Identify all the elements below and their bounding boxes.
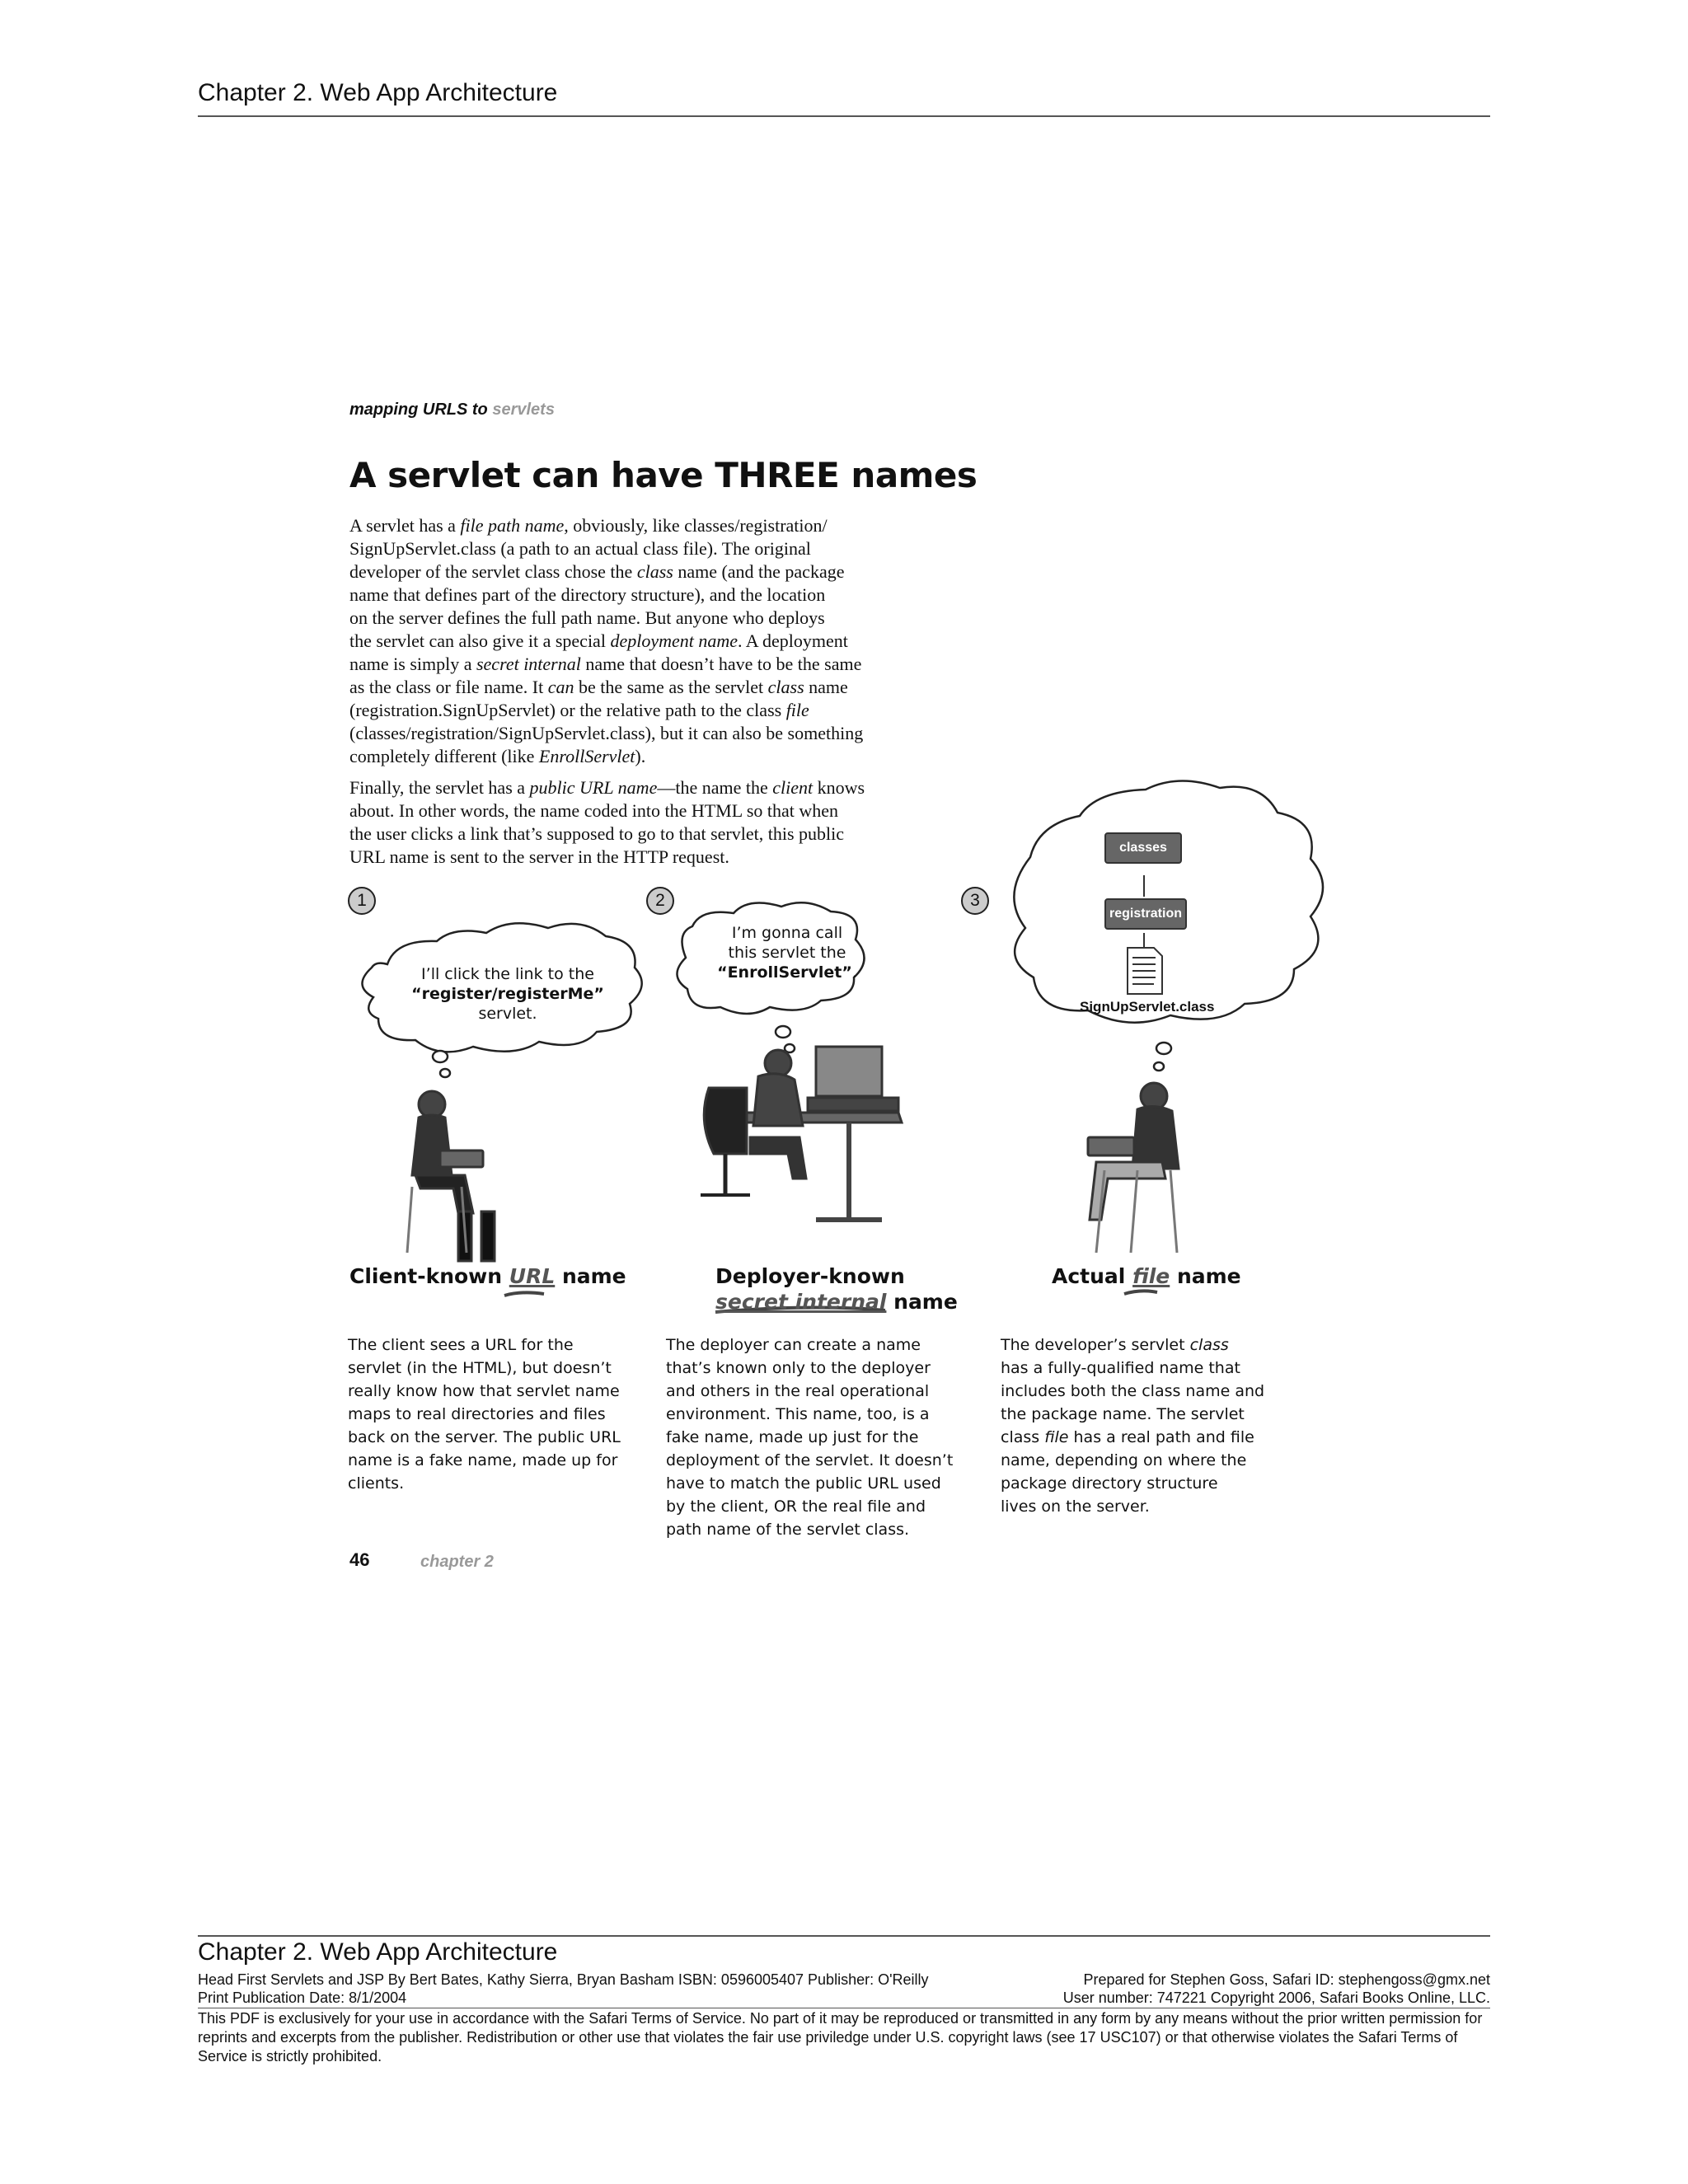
url-underline-swoosh <box>504 1292 544 1296</box>
footer-top-rule <box>198 1935 1490 1937</box>
deployer-description-text: The deployer can create a name <box>666 1336 921 1354</box>
deployer-description-line <box>666 1403 979 1426</box>
step-number-1: 1 <box>348 887 376 915</box>
paragraph-1-emphasis: can <box>547 677 574 697</box>
deployer-bubble-line-2: this servlet the <box>728 944 846 962</box>
paragraph-2-text: URL name is sent to the server in the HTTP request. <box>349 846 729 867</box>
paragraph-1-text: completely different (like <box>349 746 539 766</box>
step-number-2: 2 <box>646 887 674 915</box>
developer-description-line <box>1001 1449 1314 1472</box>
developer-description-text: The developer’s servlet <box>1001 1336 1190 1354</box>
paragraph-1-text: as the class or file name. It <box>349 677 548 697</box>
developer-caption-emphasis: file <box>1132 1264 1170 1288</box>
developer-description-text: name, depending on where the <box>1001 1451 1247 1469</box>
client-description <box>348 1333 645 1495</box>
client-description-text: really know how that servlet name <box>348 1382 620 1400</box>
paragraph-1-text: name that defines part of the directory structure), and the location <box>349 584 826 605</box>
footer-book-line <box>198 1971 1490 1989</box>
developer-person-illustration <box>1088 1083 1179 1253</box>
client-description-text: back on the server. The public URL <box>348 1428 621 1446</box>
deployer-description-line <box>666 1449 979 1472</box>
page-title: A servlet can have THREE names <box>349 455 978 495</box>
deployer-description-text: and others in the real operational <box>666 1382 930 1400</box>
deployer-person-illustration <box>701 1047 902 1220</box>
client-caption-prefix: Client-known <box>349 1264 509 1288</box>
paragraph-2-text: —the name the <box>657 777 773 798</box>
client-description-line <box>348 1472 645 1495</box>
footer-pub-line <box>198 1990 1490 2008</box>
file-underline-swoosh <box>1124 1291 1157 1294</box>
paragraph-2-emphasis: client <box>772 777 814 798</box>
paragraph-1-text: developer of the servlet class chose the <box>349 561 637 582</box>
deployer-description-text: deployment of the servlet. It doesn’t <box>666 1451 954 1469</box>
client-description-line <box>348 1449 645 1472</box>
client-description-line <box>348 1426 645 1449</box>
developer-description-text: has a fully-qualified name that <box>1001 1359 1240 1377</box>
deployer-description-text: that’s known only to the deployer <box>666 1359 931 1377</box>
paragraph-1-text: name <box>804 677 848 697</box>
developer-description-line <box>1001 1472 1314 1495</box>
client-description-text: maps to real directories and files <box>348 1405 606 1423</box>
deployer-bubble-period: . <box>851 963 857 982</box>
paragraph-1-text: name that doesn’t have to be the same <box>580 654 862 674</box>
deployer-description-text: have to match the public URL used <box>666 1474 941 1493</box>
developer-caption-suffix: name <box>1170 1264 1241 1288</box>
client-bubble-line-1: I’ll click the link to the <box>421 965 594 983</box>
paragraph-1-emphasis: file path name <box>460 515 565 536</box>
deployer-description-text: environment. This name, too, is a <box>666 1405 930 1423</box>
developer-description-text: includes both the class name and <box>1001 1382 1265 1400</box>
deployer-description-line <box>666 1426 979 1449</box>
client-description-line <box>348 1333 645 1357</box>
running-header: Chapter 2. Web App Architecture <box>198 79 558 106</box>
footer-legal-notice: This PDF is exclusively for your use in accordance with the Safari Terms of Service. No part of it may be reproduced or transmitted in any form by any means without the prior written permission for reprints and excerpts from the publisher. Redistribution or other use that violates the fair use priviledge under U.S. copyright laws (see 17 USC107) or that otherwise violates the Safari Terms of Service is strictly prohibited. <box>198 2010 1483 2064</box>
deployer-bubble-line-1: I’m gonna call <box>731 924 843 942</box>
developer-description-text: lives on the server. <box>1001 1497 1150 1516</box>
paragraph-1-text: (classes/registration/SignUpServlet.class), but it can also be something <box>349 723 864 743</box>
footer-user-number: User number: 747221 Copyright 2006, Safari Books Online, LLC. <box>1062 1990 1490 2006</box>
paragraph-1-text: name (and the package <box>673 561 845 582</box>
deployer-description-text: path name of the servlet class. <box>666 1521 910 1539</box>
developer-description-line <box>1001 1426 1314 1449</box>
paragraph-1-emphasis: class <box>636 561 673 582</box>
paragraph-2-text: about. In other words, the name coded into the HTML so that when <box>349 800 839 821</box>
paragraph-1-text: the servlet can also give it a special <box>349 630 611 651</box>
paragraph-2-text: Finally, the servlet has a <box>349 777 530 798</box>
client-bubble-text <box>376 964 640 1024</box>
client-caption-suffix: name <box>555 1264 626 1288</box>
paragraph-1-text: ). <box>635 746 646 766</box>
paragraph-1-text: be the same as the servlet <box>574 677 768 697</box>
client-bubble-line-2: “register/registerMe” <box>411 985 604 1003</box>
developer-description-text: the package name. The servlet <box>1001 1405 1245 1423</box>
developer-description-line <box>1001 1357 1314 1380</box>
paragraph-1-text: A servlet has a <box>349 515 461 536</box>
deployer-description-line <box>666 1380 979 1403</box>
developer-description-emphasis: class <box>1189 1336 1229 1354</box>
deployer-caption-suffix: name <box>886 1290 958 1314</box>
paragraph-1-emphasis: file <box>785 700 809 720</box>
footer-book-info: Head First Servlets and JSP By Bert Bates, Kathy Sierra, Bryan Basham ISBN: 0596005407 Publisher: O'Reilly <box>198 1971 929 1988</box>
developer-description-emphasis: file <box>1044 1428 1069 1446</box>
footer-prepared-for: Prepared for Stephen Goss, Safari ID: stephengoss@gmx.net <box>1083 1971 1490 1988</box>
paragraph-1-emphasis: secret internal <box>476 654 581 674</box>
deployer-caption-emphasis: secret internal <box>715 1290 887 1314</box>
developer-description-line <box>1001 1333 1314 1357</box>
deployer-description <box>666 1333 979 1541</box>
developer-description-line <box>1001 1380 1314 1403</box>
developer-description <box>1001 1333 1314 1518</box>
client-bubble-line-3: servlet. <box>478 1005 537 1023</box>
client-description-line <box>348 1403 645 1426</box>
deployer-description-text: fake name, made up just for the <box>666 1428 919 1446</box>
developer-caption <box>1052 1264 1241 1288</box>
page-number: 46 <box>349 1549 370 1570</box>
developer-description-text: class <box>1001 1428 1045 1446</box>
developer-description-text: has a real path and file <box>1068 1428 1254 1446</box>
paragraph-1-emphasis: deployment name <box>610 630 738 651</box>
paragraph-1-text: SignUpServlet.class (a path to an actual class file). The original <box>349 538 811 559</box>
client-description-line <box>348 1357 645 1380</box>
developer-caption-prefix: Actual <box>1052 1264 1133 1288</box>
paragraph-1-emphasis: EnrollServlet <box>538 746 635 766</box>
deployer-caption <box>715 1264 958 1314</box>
developer-description-line <box>1001 1403 1314 1426</box>
class-file-name: SignUpServlet.class <box>1080 999 1215 1015</box>
deployer-bubble-text <box>692 923 882 982</box>
paragraph-1-text: name is simply a <box>349 654 476 674</box>
page-chapter-label: chapter 2 <box>420 1553 494 1571</box>
client-person-illustration <box>407 1091 495 1261</box>
kicker-grey: servlets <box>492 401 555 419</box>
paragraph-1-emphasis: class <box>767 677 804 697</box>
deployer-description-line <box>666 1518 979 1541</box>
deployer-bubble-line-3: “EnrollServlet” <box>717 963 852 982</box>
step-number-3: 3 <box>961 887 989 915</box>
classes-folder-icon: classes <box>1104 832 1182 864</box>
client-description-text: The client sees a URL for the <box>348 1336 574 1354</box>
kicker-main: mapping URLS to <box>349 401 488 419</box>
class-file-icon <box>1128 948 1162 994</box>
deployer-description-line <box>666 1495 979 1518</box>
client-description-text: clients. <box>348 1474 405 1493</box>
developer-description-line <box>1001 1495 1314 1518</box>
client-caption-emphasis: URL <box>509 1264 556 1288</box>
footer-pub-date: Print Publication Date: 8/1/2004 <box>198 1990 407 2006</box>
deployer-description-text: by the client, OR the real file and <box>666 1497 926 1516</box>
deployer-description-line <box>666 1333 979 1357</box>
paragraph-2-text: knows <box>813 777 865 798</box>
client-description-line <box>348 1380 645 1403</box>
client-description-text: name is a fake name, made up for <box>348 1451 618 1469</box>
paragraph-1-text: on the server defines the full path name. But anyone who deploys <box>349 607 825 628</box>
paragraph-2-emphasis: public URL name <box>529 777 658 798</box>
paragraph-1-text: . A deployment <box>738 630 848 651</box>
paragraph-1-text: , obviously, like classes/registration/ <box>564 515 828 536</box>
paragraph-1-text: (registration.SignUpServlet) or the relative path to the class <box>349 700 786 720</box>
developer-description-text: package directory structure <box>1001 1474 1218 1493</box>
footer-chapter-title: Chapter 2. Web App Architecture <box>198 1938 558 1966</box>
deployer-description-line <box>666 1472 979 1495</box>
deployer-caption-prefix: Deployer-known <box>715 1264 905 1288</box>
deployer-description-line <box>666 1357 979 1380</box>
registration-folder-icon: registration <box>1104 898 1187 930</box>
client-caption <box>349 1264 626 1288</box>
client-description-text: servlet (in the HTML), but doesn’t <box>348 1359 612 1377</box>
paragraph-2-text: the user clicks a link that’s supposed to go to that servlet, this public <box>349 823 845 844</box>
